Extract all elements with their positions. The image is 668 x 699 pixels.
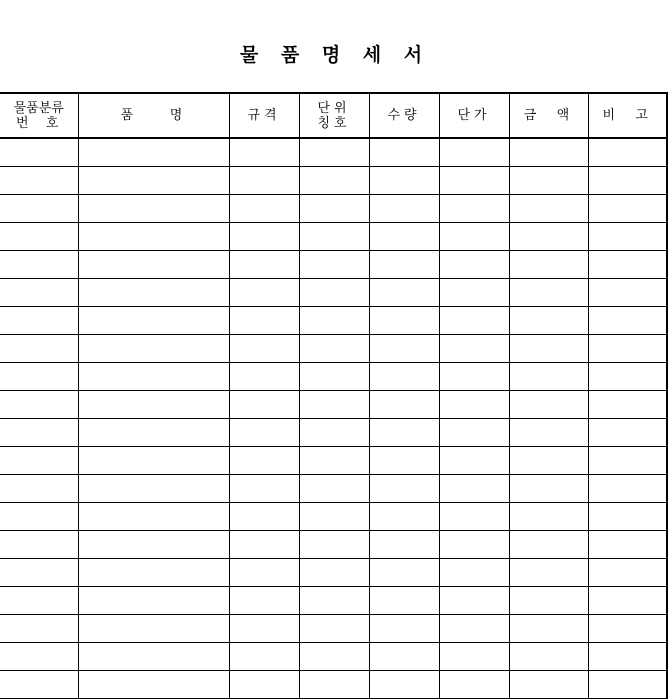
header-qty-label: 수량 — [387, 108, 421, 123]
cell-item-name[interactable] — [78, 195, 229, 223]
header-unit-line-1: 단위 — [317, 100, 351, 116]
cell-unit-price[interactable] — [439, 587, 509, 615]
cell-item-name[interactable] — [78, 503, 229, 531]
cell-unit[interactable] — [299, 223, 369, 251]
cell-amount[interactable] — [509, 643, 588, 671]
cell-item-name[interactable] — [78, 615, 229, 643]
cell-amount[interactable] — [509, 279, 588, 307]
cell-qty[interactable] — [369, 615, 439, 643]
cell-amount[interactable] — [509, 559, 588, 587]
cell-unit[interactable] — [299, 671, 369, 699]
cell-unit[interactable] — [299, 503, 369, 531]
cell-item-name[interactable] — [78, 643, 229, 671]
cell-unit-price[interactable] — [439, 615, 509, 643]
cell-unit-price[interactable] — [439, 643, 509, 671]
cell-remarks[interactable] — [588, 223, 667, 251]
cell-remarks[interactable] — [588, 307, 667, 335]
cell-qty[interactable] — [369, 391, 439, 419]
cell-amount[interactable] — [509, 503, 588, 531]
table-row — [0, 643, 667, 671]
cell-remarks[interactable] — [588, 475, 667, 503]
cell-amount[interactable] — [509, 363, 588, 391]
cell-spec[interactable] — [229, 531, 299, 559]
cell-remarks[interactable] — [588, 643, 667, 671]
table-row — [0, 279, 667, 307]
cell-spec[interactable] — [229, 643, 299, 671]
cell-remarks[interactable] — [588, 391, 667, 419]
cell-class-no[interactable] — [0, 138, 78, 167]
table-row — [0, 419, 667, 447]
cell-unit-price[interactable] — [439, 447, 509, 475]
cell-spec[interactable] — [229, 391, 299, 419]
cell-unit-price[interactable] — [439, 307, 509, 335]
cell-remarks[interactable] — [588, 195, 667, 223]
cell-amount[interactable] — [509, 615, 588, 643]
cell-unit-price[interactable] — [439, 223, 509, 251]
cell-class-no[interactable] — [0, 447, 78, 475]
cell-unit[interactable] — [299, 307, 369, 335]
item-specification-table — [0, 92, 668, 699]
cell-unit-price[interactable] — [439, 138, 509, 167]
cell-remarks[interactable] — [588, 335, 667, 363]
cell-item-name[interactable] — [78, 391, 229, 419]
cell-item-name[interactable] — [78, 475, 229, 503]
cell-qty[interactable] — [369, 363, 439, 391]
cell-item-name[interactable] — [78, 223, 229, 251]
cell-unit-price[interactable] — [439, 531, 509, 559]
cell-unit[interactable] — [299, 643, 369, 671]
table-row — [0, 223, 667, 251]
cell-unit-price[interactable] — [439, 251, 509, 279]
cell-unit[interactable] — [299, 363, 369, 391]
table-row — [0, 503, 667, 531]
header-unit-line-2: 칭호 — [317, 115, 351, 131]
cell-item-name[interactable] — [78, 307, 229, 335]
cell-spec[interactable] — [229, 335, 299, 363]
cell-item-name[interactable] — [78, 447, 229, 475]
cell-amount[interactable] — [509, 195, 588, 223]
table-row — [0, 307, 667, 335]
cell-spec[interactable] — [229, 167, 299, 195]
cell-item-name[interactable] — [78, 167, 229, 195]
cell-class-no[interactable] — [0, 503, 78, 531]
table-row — [0, 363, 667, 391]
cell-unit[interactable] — [299, 391, 369, 419]
table-row — [0, 447, 667, 475]
cell-class-no[interactable] — [0, 419, 78, 447]
cell-unit[interactable] — [299, 447, 369, 475]
cell-unit-price[interactable] — [439, 559, 509, 587]
cell-qty[interactable] — [369, 419, 439, 447]
cell-item-name[interactable] — [78, 587, 229, 615]
cell-unit[interactable] — [299, 167, 369, 195]
cell-amount[interactable] — [509, 671, 588, 699]
header-unit-price-label: 단가 — [457, 108, 491, 123]
cell-item-name[interactable] — [78, 559, 229, 587]
cell-unit-price[interactable] — [439, 391, 509, 419]
cell-item-name[interactable] — [78, 335, 229, 363]
cell-class-no[interactable] — [0, 279, 78, 307]
cell-item-name[interactable] — [78, 671, 229, 699]
header-class-no — [0, 93, 78, 138]
cell-class-no[interactable] — [0, 251, 78, 279]
cell-spec[interactable] — [229, 138, 299, 167]
cell-spec[interactable] — [229, 223, 299, 251]
header-unit-price — [439, 93, 509, 138]
table-row — [0, 167, 667, 195]
cell-class-no[interactable] — [0, 307, 78, 335]
cell-class-no[interactable] — [0, 615, 78, 643]
cell-item-name[interactable] — [78, 138, 229, 167]
cell-qty[interactable] — [369, 447, 439, 475]
cell-spec[interactable] — [229, 279, 299, 307]
cell-qty[interactable] — [369, 335, 439, 363]
cell-amount[interactable] — [509, 138, 588, 167]
table-row — [0, 559, 667, 587]
table-row — [0, 671, 667, 699]
table-row — [0, 391, 667, 419]
cell-class-no[interactable] — [0, 531, 78, 559]
document-title: 물 품 명 세 서 — [239, 44, 431, 66]
cell-spec[interactable] — [229, 503, 299, 531]
cell-unit[interactable] — [299, 559, 369, 587]
cell-amount[interactable] — [509, 167, 588, 195]
cell-spec[interactable] — [229, 587, 299, 615]
cell-remarks[interactable] — [588, 419, 667, 447]
table-row — [0, 251, 667, 279]
cell-qty[interactable] — [369, 138, 439, 167]
cell-qty[interactable] — [369, 195, 439, 223]
cell-class-no[interactable] — [0, 391, 78, 419]
cell-amount[interactable] — [509, 223, 588, 251]
cell-qty[interactable] — [369, 223, 439, 251]
cell-unit[interactable] — [299, 615, 369, 643]
cell-qty[interactable] — [369, 503, 439, 531]
cell-unit[interactable] — [299, 587, 369, 615]
cell-unit[interactable] — [299, 138, 369, 167]
cell-spec[interactable] — [229, 307, 299, 335]
cell-remarks[interactable] — [588, 279, 667, 307]
cell-amount[interactable] — [509, 447, 588, 475]
cell-item-name[interactable] — [78, 419, 229, 447]
table-body — [0, 138, 667, 699]
cell-qty[interactable] — [369, 559, 439, 587]
table-row — [0, 335, 667, 363]
header-spec-label: 규격 — [247, 108, 281, 123]
cell-unit[interactable] — [299, 195, 369, 223]
table-row — [0, 587, 667, 615]
cell-item-name[interactable] — [78, 279, 229, 307]
cell-item-name[interactable] — [78, 531, 229, 559]
cell-remarks[interactable] — [588, 138, 667, 167]
cell-class-no[interactable] — [0, 335, 78, 363]
cell-spec[interactable] — [229, 195, 299, 223]
cell-class-no[interactable] — [0, 587, 78, 615]
cell-amount[interactable] — [509, 419, 588, 447]
cell-item-name[interactable] — [78, 363, 229, 391]
cell-remarks[interactable] — [588, 615, 667, 643]
header-item-name-label: 품 명 — [120, 108, 187, 123]
header-amount — [509, 93, 588, 138]
table-row — [0, 138, 667, 167]
header-item-name — [78, 93, 229, 138]
cell-unit-price[interactable] — [439, 167, 509, 195]
cell-spec[interactable] — [229, 363, 299, 391]
cell-spec[interactable] — [229, 615, 299, 643]
cell-qty[interactable] — [369, 279, 439, 307]
cell-unit[interactable] — [299, 475, 369, 503]
cell-qty[interactable] — [369, 671, 439, 699]
cell-spec[interactable] — [229, 671, 299, 699]
cell-amount[interactable] — [509, 531, 588, 559]
cell-unit-price[interactable] — [439, 335, 509, 363]
cell-qty[interactable] — [369, 587, 439, 615]
cell-unit-price[interactable] — [439, 363, 509, 391]
header-remarks — [588, 93, 667, 138]
cell-remarks[interactable] — [588, 671, 667, 699]
cell-remarks[interactable] — [588, 363, 667, 391]
cell-remarks[interactable] — [588, 251, 667, 279]
cell-class-no[interactable] — [0, 671, 78, 699]
cell-unit-price[interactable] — [439, 279, 509, 307]
cell-spec[interactable] — [229, 251, 299, 279]
table-row — [0, 475, 667, 503]
table-row — [0, 531, 667, 559]
cell-qty[interactable] — [369, 251, 439, 279]
cell-amount[interactable] — [509, 335, 588, 363]
cell-amount[interactable] — [509, 391, 588, 419]
table-row — [0, 195, 667, 223]
header-remarks-label: 비 고 — [602, 108, 652, 123]
cell-unit[interactable] — [299, 335, 369, 363]
cell-qty[interactable] — [369, 475, 439, 503]
cell-amount[interactable] — [509, 307, 588, 335]
header-spec — [229, 93, 299, 138]
cell-qty[interactable] — [369, 307, 439, 335]
cell-spec[interactable] — [229, 559, 299, 587]
cell-remarks[interactable] — [588, 503, 667, 531]
cell-class-no[interactable] — [0, 223, 78, 251]
cell-class-no[interactable] — [0, 559, 78, 587]
cell-class-no[interactable] — [0, 643, 78, 671]
cell-unit[interactable] — [299, 531, 369, 559]
cell-amount[interactable] — [509, 587, 588, 615]
cell-class-no[interactable] — [0, 475, 78, 503]
cell-unit-price[interactable] — [439, 195, 509, 223]
cell-amount[interactable] — [509, 475, 588, 503]
cell-item-name[interactable] — [78, 251, 229, 279]
cell-spec[interactable] — [229, 475, 299, 503]
cell-qty[interactable] — [369, 531, 439, 559]
cell-remarks[interactable] — [588, 559, 667, 587]
cell-qty[interactable] — [369, 167, 439, 195]
header-row — [0, 93, 667, 138]
cell-remarks[interactable] — [588, 447, 667, 475]
cell-unit-price[interactable] — [439, 503, 509, 531]
header-class-no-line-1: 물품분류 — [13, 100, 64, 116]
cell-unit[interactable] — [299, 419, 369, 447]
cell-unit-price[interactable] — [439, 419, 509, 447]
cell-amount[interactable] — [509, 251, 588, 279]
header-amount-label: 금 액 — [523, 108, 574, 123]
cell-spec[interactable] — [229, 419, 299, 447]
cell-spec[interactable] — [229, 447, 299, 475]
cell-class-no[interactable] — [0, 363, 78, 391]
cell-class-no[interactable] — [0, 195, 78, 223]
table-row — [0, 615, 667, 643]
cell-unit-price[interactable] — [439, 671, 509, 699]
cell-remarks[interactable] — [588, 531, 667, 559]
header-class-no-line-2: 번 호 — [16, 115, 62, 131]
cell-qty[interactable] — [369, 643, 439, 671]
cell-unit[interactable] — [299, 251, 369, 279]
cell-remarks[interactable] — [588, 587, 667, 615]
header-qty — [369, 93, 439, 138]
cell-remarks[interactable] — [588, 167, 667, 195]
header-unit — [299, 93, 369, 138]
cell-unit[interactable] — [299, 279, 369, 307]
cell-unit-price[interactable] — [439, 475, 509, 503]
cell-class-no[interactable] — [0, 167, 78, 195]
